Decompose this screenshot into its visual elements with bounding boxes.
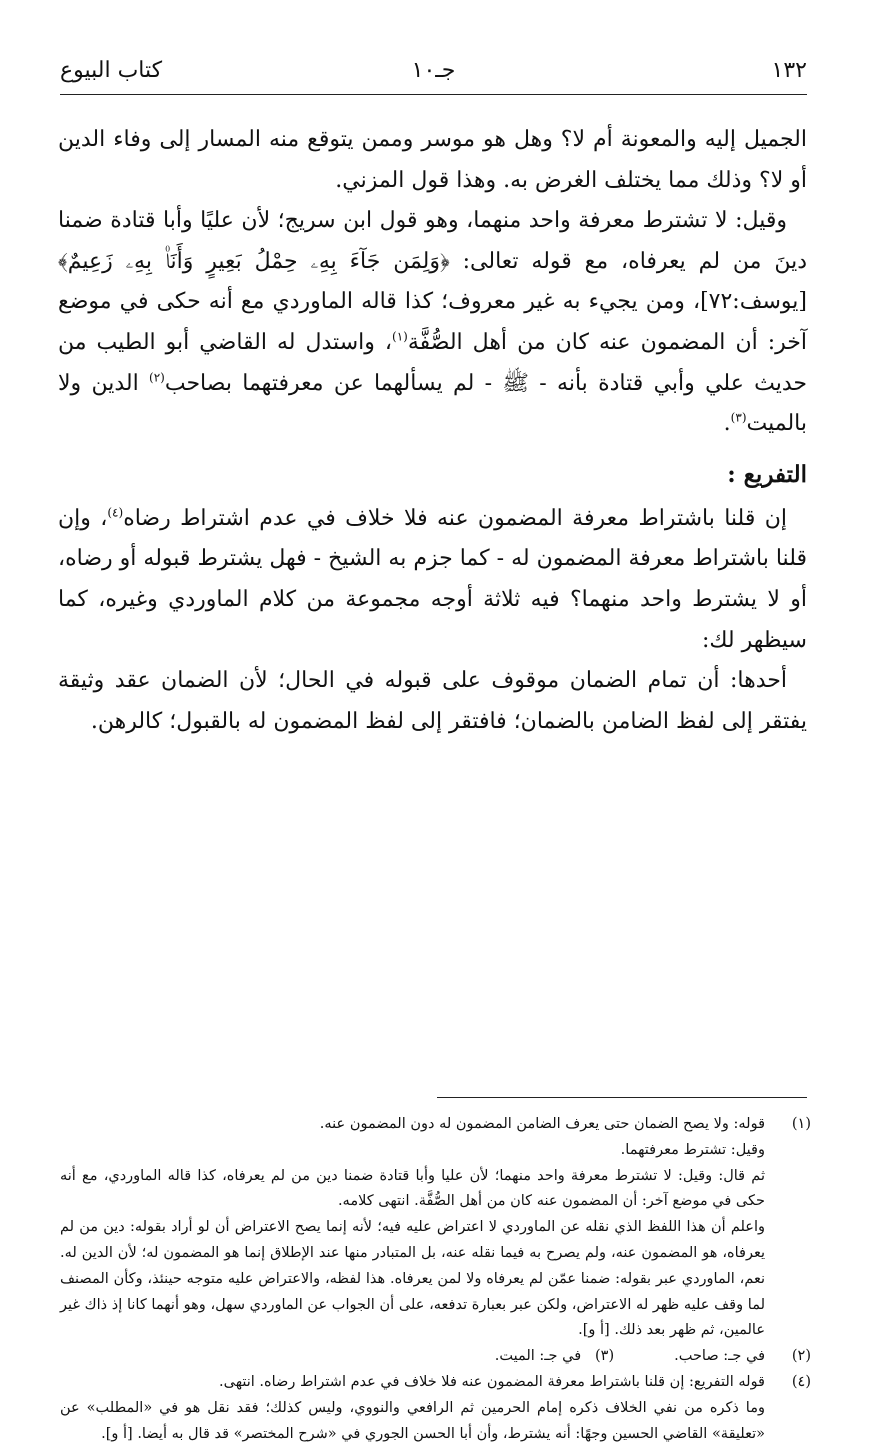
footnote-number: (٣) xyxy=(594,1348,615,1365)
footnote-2-3 xyxy=(60,1344,811,1370)
footnote-ref-3: (٣) xyxy=(730,410,747,425)
footnote-line: وقيل: تشترط معرفتهما. xyxy=(620,1141,765,1158)
footnote-ref-2: (٢) xyxy=(149,370,165,385)
footnote-body xyxy=(60,1344,765,1370)
footnote-line: وما ذكره من نفي الخلاف ذكره إمام الحرمين ثم الرافعي والنووي، وليس كذلك؛ فقد نقل هو في «المطلب» عن «تعليقة» القاضي الحسين وجهًا: أنه يشترط، وأن أبا الحسن الجوري في «شرح المختصر» قد قال به أيضا. [أ و]. xyxy=(60,1399,765,1442)
footnote-3 xyxy=(495,1344,614,1370)
paragraph-2 xyxy=(58,201,807,445)
paragraph-2-text-a: وقيل: لا تشترط معرفة واحد منهما، وهو قول ابن سريج؛ لأن عليًا وأبا قتادة ضمنا دينَ من لم يعرفاه، مع قوله تعالى: ﴿وَلِمَن جَآءَ بِهِۦ حِمْلُ بَعِيرٍ وَأَنَا۠ بِهِۦ زَعِيمٌ﴾ [يوسف:٧٢]، ومن يجيء به غير معروف؛ كذا قاله الماوردي مع أنه حكى في موضع آخر: أن المضمون عنه كان من أهل الصُّفَّة xyxy=(58,208,807,355)
paragraph-2-text-d: . xyxy=(723,411,731,437)
footnotes xyxy=(60,1112,811,1447)
paragraph-3-text-a: إن قلنا باشتراط معرفة المضمون عنه فلا خلاف في عدم اشتراط رضاه xyxy=(123,505,787,531)
footnote-line: ثم قال: وقيل: لا تشترط معرفة واحد منهما؛ لأن عليا وأبا قتادة ضمنا دين من لم يعرفاه، كذا قاله الماوردي، مع أنه حكى في موضع آخر: أن المضمون عنه كان من أهل الصُّفَّة. انتهى كلامه. xyxy=(60,1167,765,1210)
paragraph-3 xyxy=(58,499,807,661)
footnote-2-text: في جـ: صاحب. xyxy=(674,1348,765,1365)
paragraph-1: الجميل إليه والمعونة أم لا؟ وهل هو موسر وممن يتوقع منه المسار إلى وفاء الدين أو لا؟ وذلك مما يختلف الغرض به. وهذا قول المزني. xyxy=(58,127,808,193)
footnote-ref-4: (٤) xyxy=(107,505,124,520)
footnote-number: (٤) xyxy=(791,1373,811,1390)
footnote-divider xyxy=(437,1097,807,1098)
running-header xyxy=(60,52,807,96)
volume-label: جـ١٠ xyxy=(411,58,456,83)
paragraph-2-text-c: الدين ولا بالميت xyxy=(58,370,807,437)
footnote-ref-1: (١) xyxy=(392,329,408,344)
footnote-line: قوله التفريع: إن قلنا باشتراط معرفة المضمون عنه فلا خلاف في عدم اشتراط رضاه. انتهى. xyxy=(219,1373,765,1390)
footnote-body xyxy=(60,1370,765,1447)
paragraph-2-text-b: ، واستدل له القاضي أبو الطيب من حديث علي وأبي قتادة بأنه - ﷺ - لم يسألهما عن معرفتهما بصاحب xyxy=(58,329,807,396)
paragraph-4: أحدها: أن تمام الضمان موقوف على قبوله في الحال؛ لأن الضمان عقد وثيقة يفتقر إلى لفظ الضامن بالضمان؛ فافتقر إلى لفظ المضمون له بالقبول؛ كالرهن. xyxy=(58,668,807,734)
book-title: كتاب البيوع xyxy=(60,58,163,83)
footnote-3-text: في جـ: الميت. xyxy=(494,1348,582,1365)
footnote-body xyxy=(60,1112,765,1344)
footnote-line: واعلم أن هذا اللفظ الذي نقله عن الماوردي لا اعتراض عليه فيه؛ لأنه إنما يصح الاعتراض أن لو أراد بقوله: دين من لم يعرفاه، هو المضمون عنه، ولم يصرح به فيما نقله عنه، بل المتبادر منها عند الإطلاق إنما هو المضمون له؛ لأن الدين له. نعم، الماوردي عبر بقوله: ضمنا عمّن لم يعرفاه ولا لمن يعرفاه. هذا لفظه، والاعتراض عليه متوجه حينئذ، وكأن المصنف لما وقف عليه ظهر له الاعتراض، ولكن عبر بعبارة تدفعه، على أن الجواب عن الماوردي سهل، وهو أنهما كانا إذ ذاك غير عالمين، ثم ظهر بعد ذلك. [أ و]. xyxy=(60,1219,765,1339)
footnote-number: (٢) xyxy=(791,1348,811,1365)
footnote-1 xyxy=(60,1112,811,1344)
footnote-line: قوله: ولا يصح الضمان حتى يعرف الضامن المضمون له دون المضمون عنه. xyxy=(319,1116,765,1132)
paragraph-3-text-b: ، وإن قلنا باشتراط معرفة المضمون له - كما جزم به الشيخ - فهل يشترط قبوله أو رضاه، أو لا يشترط واحد منهما؟ فيه ثلاثة أوجه مجموعة من كلام الماوردي وغيره، كما سيظهر لك: xyxy=(58,505,807,653)
footnote-4 xyxy=(60,1370,811,1447)
main-text xyxy=(58,120,807,742)
section-heading: التفريع : xyxy=(727,460,807,488)
page-number: ١٣٢ xyxy=(771,58,807,83)
footnote-number: (١) xyxy=(791,1116,811,1132)
header-divider xyxy=(60,94,807,95)
